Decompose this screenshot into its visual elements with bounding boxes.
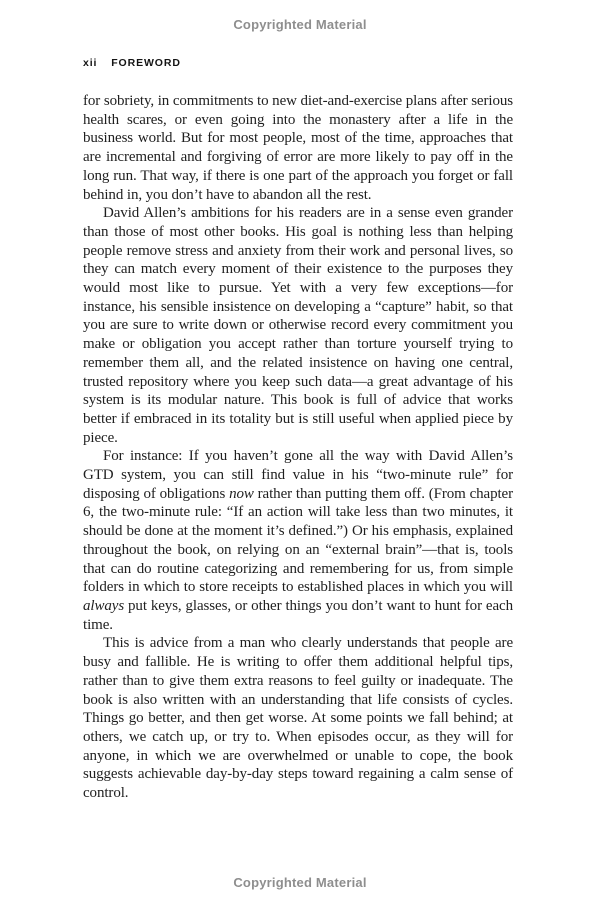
text-run: rather than putting them off. (From chapter 6, the two-minute rule: “If an action will take less than two minutes, it should be done at the moment it’s defined.”) Or his emphasis, explained throughout the book, on relying on an “external brain”—that is, tools that can do routine categorizing and remembering for us, from simple folders in which to store receipts to established places in which you will <box>83 485 514 596</box>
paragraph <box>83 634 513 802</box>
page-number: xii <box>83 57 98 69</box>
italic-text-run: always <box>83 597 125 614</box>
italic-text-run: now <box>229 485 254 502</box>
section-title: FOREWORD <box>111 57 181 69</box>
text-run: for sobriety, in commitments to new diet-and-exercise plans after serious health scares, or even going into the monastery after a life in the business world. But for most people, most of the time, approaches that are incremental and forgiving of error are more likely to pay off in the long run. That way, if there is one part of the approach you forget or fall behind in, you don’t have to abandon all the rest. <box>83 93 513 203</box>
text-run: put keys, glasses, or other things you don’t want to hunt for each time. <box>83 597 513 633</box>
body-text <box>83 92 513 803</box>
text-run: For instance: If you haven’t gone all the way with David Allen’s GTD system, you can still find value in his “two-minute rule” for disposing of obligations <box>83 448 513 502</box>
paragraph <box>83 204 513 447</box>
running-header <box>83 57 181 69</box>
copyright-watermark-bottom: Copyrighted Material <box>233 875 367 890</box>
paragraph <box>83 447 513 634</box>
text-run: David Allen’s ambitions for his readers are in a sense even grander than those of most other books. His goal is nothing less than helping people remove stress and anxiety from their work and personal lives, so they can match every moment of their existence to the purposes they would most like to pursue. Yet with a very few exceptions—for instance, his sensible insistence on developing a “capture” habit, so that you are sure to write down or otherwise record every commitment you make or obligation you accept rather than torture yourself trying to remember them all, and the related insistence on having one central, trusted repository where you keep such data—a great advantage of his system is its modular nature. This book is full of advice that works better if embraced in its totality but is still useful when applied piece by piece. <box>83 205 513 446</box>
copyright-watermark-top: Copyrighted Material <box>233 17 367 32</box>
text-run: This is advice from a man who clearly understands that people are busy and fallible. He is writing to offer them additional helpful tips, rather than to give them extra reasons to feel guilty or inadequate. The book is also written with an understanding that life consists of cycles. Things go better, and then get worse. At some points we fall behind; at others, we catch up, or try to. When episodes occur, as they will for anyone, in which we are overwhelmed or unable to cope, the book suggests achievable day-by-day steps toward regaining a calm sense of control. <box>83 635 513 802</box>
paragraph <box>83 92 513 204</box>
